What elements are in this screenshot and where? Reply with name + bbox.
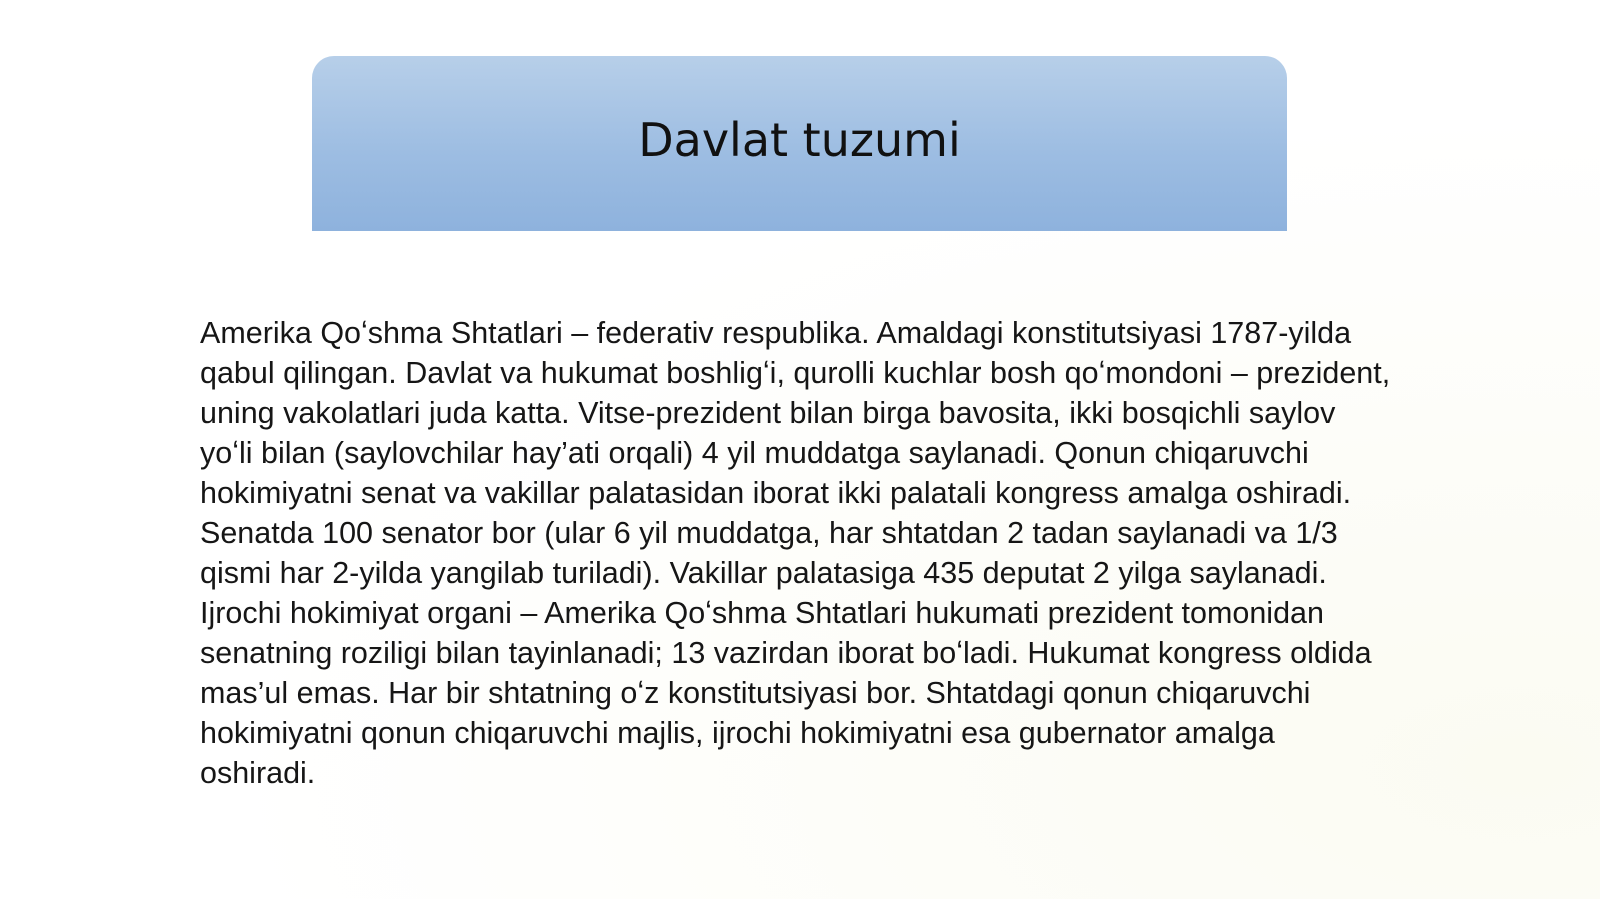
slide-title: Davlat tuzumi (638, 112, 961, 167)
body-line: yoʻli bilan (saylovchilar hay’ati orqali) 4 yil muddatga saylanadi. Qonun chiqaruvchi (200, 436, 1309, 470)
body-line: Senatda 100 senator bor (ular 6 yil muddatga, har shtatdan 2 tadan saylanadi va 1/3 (200, 516, 1338, 550)
body-line: hokimiyatni senat va vakillar palatasidan iborat ikki palatali kongress amalga oshiradi. (200, 476, 1352, 510)
body-line: qabul qilingan. Davlat va hukumat boshligʻi, qurolli kuchlar bosh qoʻmondoni – prezident, (200, 356, 1391, 390)
body-line: Ijrochi hokimiyat organi – Amerika Qoʻshma Shtatlari hukumati prezident tomonidan (200, 596, 1324, 630)
body-line: mas’ul emas. Har bir shtatning oʻz konstitutsiyasi bor. Shtatdagi qonun chiqaruvchi (200, 676, 1311, 710)
title-box (312, 56, 1287, 231)
body-line: oshiradi. (200, 756, 316, 790)
body-text (200, 313, 1510, 793)
body-line: senatning roziligi bilan tayinlanadi; 13 vazirdan iborat boʻladi. Hukumat kongress oldida (200, 636, 1372, 670)
body-line: hokimiyatni qonun chiqaruvchi majlis, ijrochi hokimiyatni esa gubernator amalga (200, 716, 1275, 750)
body-line: qismi har 2-yilda yangilab turiladi). Vakillar palatasiga 435 deputat 2 yilga saylanadi. (200, 556, 1327, 590)
body-line: uning vakolatlari juda katta. Vitse-prezident bilan birga bavosita, ikki bosqichli saylov (200, 396, 1336, 430)
body-line: Amerika Qoʻshma Shtatlari – federativ respublika. Amaldagi konstitutsiyasi 1787-yilda (200, 316, 1352, 350)
